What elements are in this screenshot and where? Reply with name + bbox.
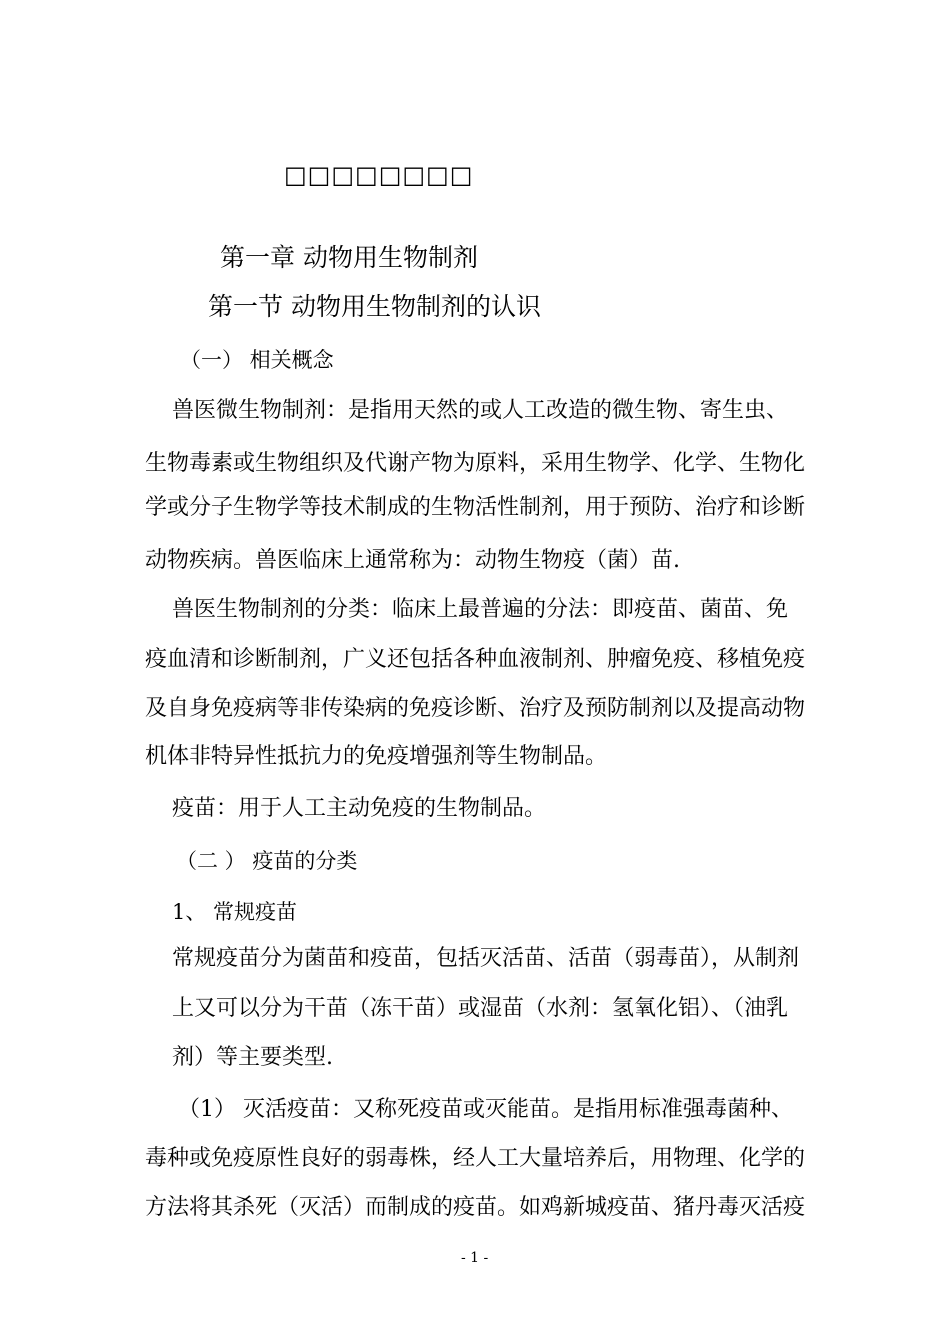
paragraph-line: 动物疾病。兽医临床上通常称为：动物生物疫（菌）苗. [145, 548, 680, 573]
chapter-title: 第一章 动物用生物制剂 [220, 243, 478, 272]
paragraph-line: 疫苗：用于人工主动免疫的生物制品。 [172, 796, 547, 821]
paragraph-line: 疫血清和诊断制剂，广义还包括各种血液制剂、肿瘤免疫、移植免疫 [145, 647, 806, 672]
paragraph-line: 兽医生物制剂的分类：临床上最普遍的分法：即疫苗、菌苗、免 [172, 597, 789, 622]
heading-vaccine-classification: （二 ） 疫苗的分类 [176, 849, 358, 873]
paragraph-line: 上又可以分为干苗（冻干苗）或湿苗（水剂：氢氧化铝）、（油乳 [172, 996, 789, 1021]
section-title: 第一节 动物用生物制剂的认识 [208, 292, 541, 321]
paragraph-line: 毒种或免疫原性良好的弱毒株，经人工大量培养后，用物理、化学的 [145, 1146, 806, 1171]
heading-related-concepts: （一） 相关概念 [180, 348, 334, 372]
document-header: □□□□□□□□ [284, 161, 474, 189]
paragraph-line: 学或分子生物学等技术制成的生物活性制剂，用于预防、治疗和诊断 [145, 495, 806, 520]
page-number: - 1 - [461, 1250, 489, 1266]
paragraph-line: 方法将其杀死（灭活）而制成的疫苗。如鸡新城疫苗、猪丹毒灭活疫 [145, 1195, 806, 1220]
paragraph-line: 剂）等主要类型. [172, 1045, 333, 1070]
paragraph-line: 及自身免疫病等非传染病的免疫诊断、治疗及预防制剂以及提高动物 [145, 696, 806, 721]
paragraph-line: 生物毒素或生物组织及代谢产物为原料，采用生物学、化学、生物化 [145, 451, 806, 476]
paragraph-line: （1） 灭活疫苗：又称死疫苗或灭能苗。是指用标准强毒菌种、 [178, 1097, 793, 1122]
paragraph-line: 兽医微生物制剂：是指用天然的或人工改造的微生物、寄生虫、 [172, 398, 789, 423]
paragraph-line: 机体非特异性抵抗力的免疫增强剂等生物制品。 [145, 744, 608, 769]
paragraph-line: 常规疫苗分为菌苗和疫苗，包括灭活苗、活苗（弱毒苗），从制剂 [172, 946, 800, 971]
heading-conventional-vaccine: 1、 常规疫苗 [172, 900, 298, 924]
